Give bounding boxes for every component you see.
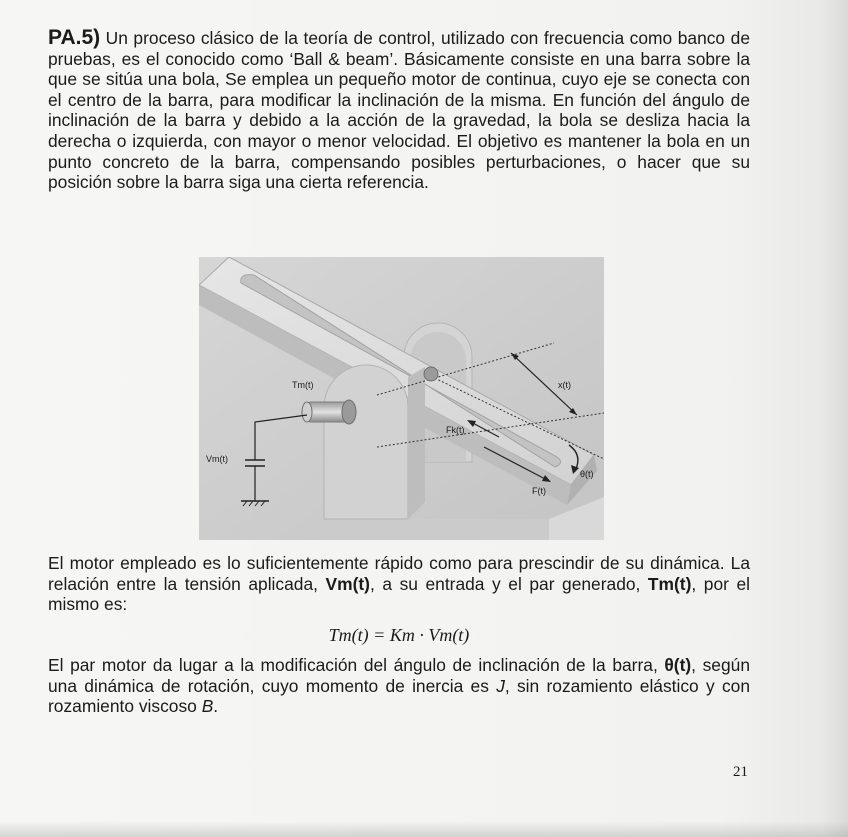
label-force: F(t) — [532, 486, 546, 496]
rotation-text-b: , según una dinámica de rotación, cuyo momento de inercia es — [48, 655, 750, 696]
label-torque: Tm(t) — [292, 380, 314, 390]
motor-voltage-term: Vm(t) — [325, 573, 370, 594]
label-friction: Fk(t) — [446, 425, 465, 435]
ball-and-beam-diagram — [199, 257, 604, 540]
motor-text-b: , a su entrada y el par generado, — [369, 573, 648, 594]
front-support — [324, 365, 408, 519]
label-angle: θ(t) — [580, 469, 594, 479]
rotation-friction-term: B — [201, 696, 214, 717]
motor-torque-term: Tm(t) — [647, 573, 692, 594]
rotation-paragraph — [48, 655, 750, 717]
rotation-angle-term: θ(t) — [664, 655, 692, 675]
rotation-inertia-term: J — [496, 675, 505, 696]
motor-shaft-end — [302, 402, 312, 422]
base-front — [317, 519, 549, 540]
rotation-text-d: . — [213, 696, 219, 717]
rotation-text-c: , sin rozamiento elástico y con rozamiento viscoso — [48, 675, 750, 717]
ball-and-beam-figure — [199, 257, 604, 540]
motor-hub — [342, 400, 356, 424]
label-voltage: Vm(t) — [206, 454, 228, 464]
page-edge-shadow — [0, 821, 848, 837]
motor-text-c: , por el mismo es: — [48, 573, 750, 615]
front-support-side — [408, 367, 425, 519]
ball — [424, 367, 438, 381]
page-number: 21 — [733, 764, 748, 780]
problem-statement — [48, 28, 750, 193]
torque-formula: Tm(t) = Km · Vm(t) — [328, 625, 470, 645]
problem-label: PA.5) — [48, 26, 101, 49]
rotation-text-a: El par motor da lugar a la modificación del ángulo de inclinación de la barra, — [48, 655, 665, 675]
label-position: x(t) — [558, 380, 571, 390]
motor-paragraph — [48, 553, 750, 615]
problem-intro-text: Un proceso clásico de la teoría de control, utilizado con frecuencia como banco de pruebas, es el conocido como ‘Ball & beam’. Básicamente consiste en una barra sobre la que se sitúa una bola, Se emplea un pequeño motor de continua, cuyo eje se conecta con el centro de la barra, para modificar la inclinación de la misma. En función del ángulo de inclinación de la barra y debido a la acción de la gravedad, la bola se desliza hacia la derecha o izquierda, con mayor o menor velocidad. El objetivo es mantener la bola en un punto concreto de la barra, compensando posibles perturbaciones, o hacer que su posición sobre la barra siga una cierta referencia. — [48, 28, 750, 193]
motor-text-a: El motor empleado es lo suficientemente rápido como para prescindir de su dinámica. La relación entre la tensión aplicada, — [48, 553, 750, 594]
